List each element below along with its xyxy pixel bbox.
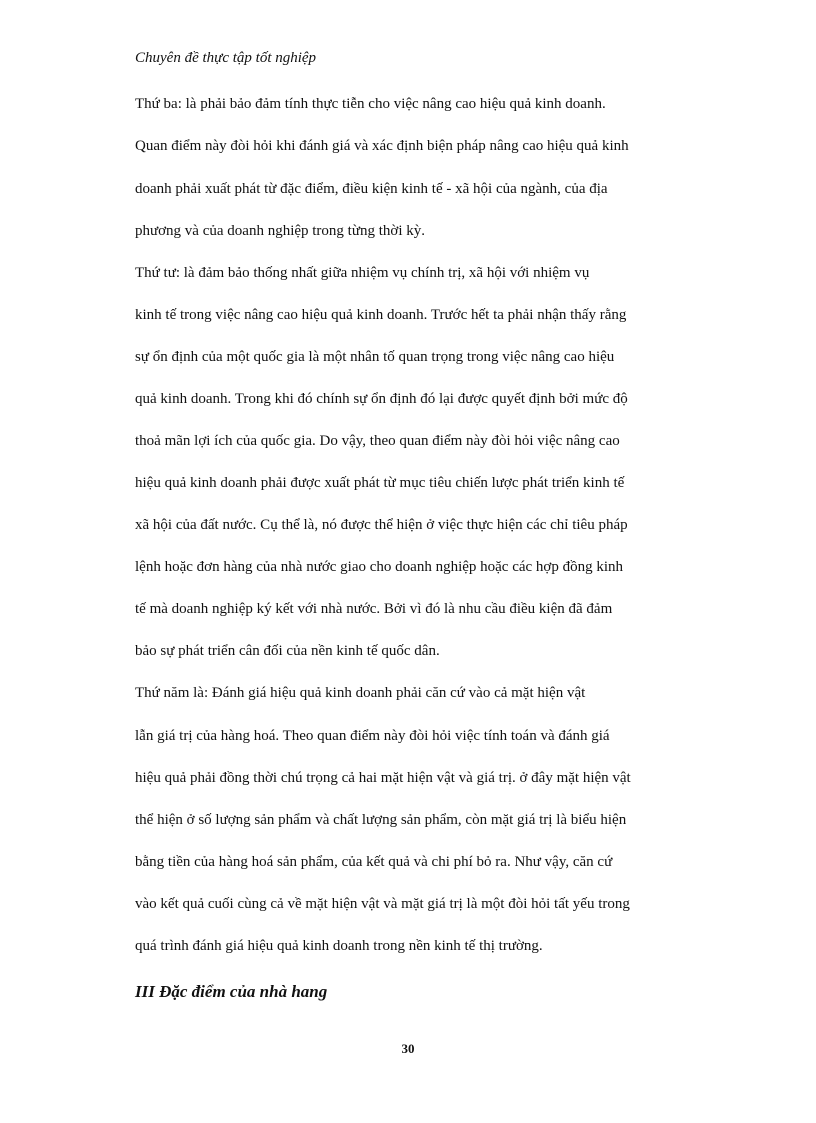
body-line: kinh tế trong việc nâng cao hiệu quả kinh doanh. Trước hết ta phải nhận thấy rằng bbox=[135, 307, 627, 323]
body-line: tế mà doanh nghiệp ký kết với nhà nước. Bởi vì đó là nhu cầu điều kiện đã đảm bbox=[135, 601, 613, 617]
body-line: Thứ ba: là phải bảo đảm tính thực tiễn cho việc nâng cao hiệu quả kinh doanh. bbox=[135, 96, 606, 112]
body-line: phương và của doanh nghiệp trong từng thời kỳ. bbox=[135, 223, 425, 239]
body-line: hiệu quả kinh doanh phải được xuất phát từ mục tiêu chiến lược phát triển kinh tế bbox=[135, 475, 625, 491]
running-header: Chuyên đề thực tập tốt nghiệp bbox=[135, 50, 317, 66]
body-line: vào kết quả cuối cùng cả về mặt hiện vật và mặt giá trị là một đòi hỏi tất yếu trong bbox=[135, 896, 630, 912]
body-line: quá trình đánh giá hiệu quả kinh doanh trong nền kinh tế thị trường. bbox=[135, 938, 543, 954]
body-line: thể hiện ở số lượng sản phẩm và chất lượng sản phẩm, còn mặt giá trị là biểu hiện bbox=[135, 812, 627, 828]
body-line: Quan điểm này đòi hỏi khi đánh giá và xác định biện pháp nâng cao hiệu quả kinh bbox=[135, 138, 629, 154]
body-line: Thứ năm là: Đánh giá hiệu quả kinh doanh phải căn cứ vào cả mặt hiện vật bbox=[135, 685, 586, 701]
body-line: xã hội của đất nước. Cụ thể là, nó được thể hiện ở việc thực hiện các chỉ tiêu pháp bbox=[135, 517, 628, 533]
body-line: lẫn giá trị của hàng hoá. Theo quan điểm này đòi hỏi việc tính toán và đánh giá bbox=[135, 728, 610, 744]
body-line: lệnh hoặc đơn hàng của nhà nước giao cho doanh nghiệp hoặc các hợp đồng kinh bbox=[135, 559, 624, 575]
body-line: doanh phải xuất phát từ đặc điểm, điều kiện kinh tế - xã hội của ngành, của địa bbox=[135, 181, 608, 197]
body-line: bảo sự phát triển cân đối của nền kinh tế quốc dân. bbox=[135, 643, 440, 659]
page-number: 30 bbox=[401, 1041, 415, 1056]
body-line: bằng tiền của hàng hoá sản phẩm, của kết quả và chi phí bỏ ra. Như vậy, căn cứ bbox=[135, 854, 613, 870]
body-line: quả kinh doanh. Trong khi đó chính sự ổn định đó lại được quyết định bởi mức độ bbox=[135, 391, 628, 407]
body-line: Thứ tư: là đảm bảo thống nhất giữa nhiệm vụ chính trị, xã hội với nhiệm vụ bbox=[135, 265, 590, 281]
section-heading: III Đặc điểm của nhà hang bbox=[135, 982, 328, 1001]
body-line: hiệu quả phải đồng thời chú trọng cả hai mặt hiện vật và giá trị. ở đây mặt hiện vật bbox=[135, 770, 631, 786]
body-line: sự ổn định của một quốc gia là một nhân tố quan trọng trong việc nâng cao hiệu bbox=[135, 349, 615, 365]
body-line: thoả mãn lợi ích của quốc gia. Do vậy, theo quan điểm này đòi hỏi việc nâng cao bbox=[135, 433, 620, 449]
